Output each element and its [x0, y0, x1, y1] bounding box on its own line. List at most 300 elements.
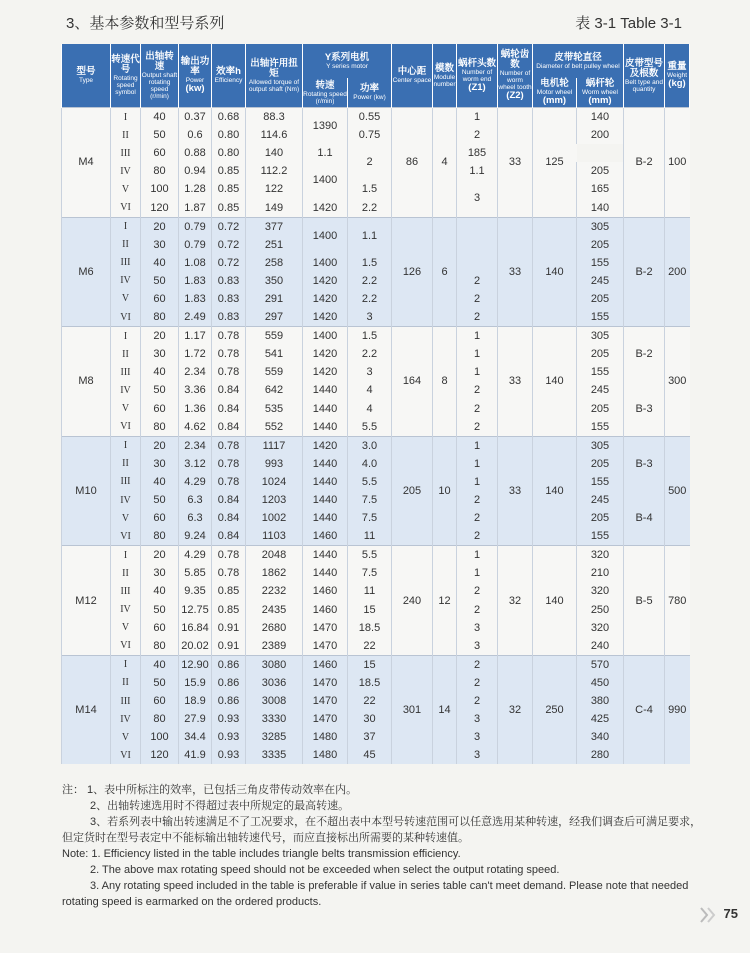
table-row — [62, 728, 690, 746]
table-row — [62, 527, 690, 546]
cell-motor-speed: 1440 — [303, 400, 348, 418]
cell-output-power: 2.34 — [179, 436, 212, 455]
cell-output-speed: 30 — [141, 345, 179, 363]
cell-motor-speed: 1460 — [303, 601, 348, 619]
table-row — [62, 655, 690, 674]
cell-motor-power: 37 — [348, 728, 392, 746]
cell-motor-wheel: 125 — [533, 108, 577, 218]
cell-motor-power: 4 — [348, 381, 392, 399]
cell-worm-ends: 1 — [457, 108, 498, 127]
cell-motor-power: 1.1 — [348, 217, 392, 254]
cell-motor-power: 45 — [348, 746, 392, 764]
cell-output-speed: 60 — [141, 144, 179, 162]
cell-worm-wheel: 280 — [577, 746, 624, 764]
cell-torque: 377 — [246, 217, 303, 236]
cell-speed-code: IV — [111, 601, 141, 619]
header-motor-power: 功率 Power (kw) — [348, 78, 392, 108]
cell-belt: C-4 — [624, 655, 665, 764]
cell-motor-speed: 1420 — [303, 345, 348, 363]
cell-output-speed: 40 — [141, 582, 179, 600]
cell-worm-wheel: 305 — [577, 436, 624, 455]
header-module: 模数 Module number — [433, 44, 457, 108]
cell-speed-code: III — [111, 582, 141, 600]
cell-efficiency: 0.80 — [212, 144, 246, 162]
cell-output-power: 2.34 — [179, 363, 212, 381]
cell-motor-power: 2.2 — [348, 272, 392, 290]
cell-speed-code: III — [111, 473, 141, 491]
cell-efficiency: 0.86 — [212, 692, 246, 710]
cell-torque: 112.2 — [246, 162, 303, 180]
cell-motor-power: 2.2 — [348, 290, 392, 308]
cell-worm-ends: 2 — [457, 381, 498, 399]
cell-motor-power: 15 — [348, 601, 392, 619]
cell-belt: B-2 — [624, 327, 665, 382]
cell-speed-code: I — [111, 546, 141, 565]
cell-speed-code: I — [111, 655, 141, 674]
cell-speed-code: VI — [111, 308, 141, 327]
cell-output-power: 1.08 — [179, 254, 212, 272]
cell-efficiency: 0.84 — [212, 491, 246, 509]
table-row — [62, 345, 690, 363]
cell-output-speed: 20 — [141, 436, 179, 455]
cell-efficiency: 0.83 — [212, 272, 246, 290]
parameter-table — [61, 44, 690, 764]
cell-worm-wheel: 570 — [577, 655, 624, 674]
notes — [62, 782, 702, 910]
cell-center: 240 — [392, 546, 433, 656]
cell-output-speed: 80 — [141, 162, 179, 180]
cell-output-power: 20.02 — [179, 637, 212, 656]
cell-worm-wheel: 205 — [577, 400, 624, 418]
cell-motor-speed: 1460 — [303, 527, 348, 546]
cell-output-speed: 40 — [141, 108, 179, 127]
cell-output-power: 1.83 — [179, 290, 212, 308]
table-row — [62, 674, 690, 692]
cell-output-power: 12.75 — [179, 601, 212, 619]
cell-output-speed: 40 — [141, 363, 179, 381]
cell-efficiency: 0.83 — [212, 308, 246, 327]
cell-motor-speed: 1470 — [303, 692, 348, 710]
cell-motor-speed: 1400 — [303, 217, 348, 254]
cell-speed-code: VI — [111, 637, 141, 656]
table-row — [62, 180, 690, 198]
cell-speed-code: III — [111, 692, 141, 710]
cell-efficiency: 0.83 — [212, 290, 246, 308]
cell-motor-speed: 1460 — [303, 655, 348, 674]
cell-output-speed: 30 — [141, 455, 179, 473]
cell-motor-speed: 1470 — [303, 710, 348, 728]
table-row — [62, 710, 690, 728]
cell-type: M8 — [62, 327, 111, 437]
table-row — [62, 619, 690, 637]
cell-type: M14 — [62, 655, 111, 764]
table-row — [62, 363, 690, 381]
cell-worm-ends — [457, 217, 498, 272]
cell-wheel-teeth: 33 — [498, 436, 533, 546]
cell-weight: 500 — [665, 436, 690, 546]
table-row — [62, 217, 690, 236]
table-title: 表 3-1 Table 3-1 — [575, 15, 682, 32]
cell-weight: 100 — [665, 108, 690, 218]
cell-worm-wheel: 165 — [577, 180, 624, 198]
cell-output-power: 0.37 — [179, 108, 212, 127]
cell-belt: B-2 — [624, 108, 665, 218]
cell-speed-code: II — [111, 345, 141, 363]
cell-output-power: 18.9 — [179, 692, 212, 710]
cell-worm-ends: 2 — [457, 272, 498, 290]
cell-torque: 3036 — [246, 674, 303, 692]
cell-motor-power: 22 — [348, 637, 392, 656]
cell-motor-power: 0.55 — [348, 108, 392, 127]
cell-efficiency: 0.72 — [212, 236, 246, 254]
cell-output-power: 16.84 — [179, 619, 212, 637]
cell-efficiency: 0.93 — [212, 728, 246, 746]
cell-speed-code: I — [111, 108, 141, 127]
cell-worm-wheel: 240 — [577, 637, 624, 656]
cell-output-power: 15.9 — [179, 674, 212, 692]
cell-output-power: 1.72 — [179, 345, 212, 363]
cell-output-power: 0.88 — [179, 144, 212, 162]
cell-speed-code: IV — [111, 381, 141, 399]
cell-motor-power: 1.5 — [348, 254, 392, 272]
cell-speed-code: II — [111, 126, 141, 144]
cell-type: M12 — [62, 546, 111, 656]
cell-efficiency: 0.78 — [212, 345, 246, 363]
cell-torque: 2389 — [246, 637, 303, 656]
cell-output-speed: 50 — [141, 381, 179, 399]
cell-output-power: 3.36 — [179, 381, 212, 399]
cell-motor-power: 18.5 — [348, 674, 392, 692]
cell-torque: 1203 — [246, 491, 303, 509]
cell-speed-code: I — [111, 217, 141, 236]
cell-efficiency: 0.68 — [212, 108, 246, 127]
cell-output-power: 1.36 — [179, 400, 212, 418]
cell-center: 205 — [392, 436, 433, 546]
cell-worm-wheel: 185 — [457, 144, 498, 162]
cell-wheel-teeth: 33 — [498, 327, 533, 437]
cell-torque: 535 — [246, 400, 303, 418]
cell-speed-code: III — [111, 363, 141, 381]
cell-torque: 297 — [246, 308, 303, 327]
cell-worm-wheel: 450 — [577, 674, 624, 692]
cell-motor-speed: 1480 — [303, 746, 348, 764]
cell-torque: 642 — [246, 381, 303, 399]
header-pulley: 皮带轮直径 Diameter of belt pulley wheel — [533, 44, 624, 78]
cell-weight: 200 — [665, 217, 690, 327]
cell-worm-wheel: 425 — [577, 710, 624, 728]
cell-output-speed: 50 — [141, 491, 179, 509]
cell-worm-wheel: 245 — [577, 272, 624, 290]
cell-speed-code: I — [111, 436, 141, 455]
cell-worm-ends: 2 — [457, 674, 498, 692]
cell-output-power: 0.94 — [179, 162, 212, 180]
table-row — [62, 381, 690, 399]
cell-motor-power: 15 — [348, 655, 392, 674]
cell-motor-speed: 1420 — [303, 308, 348, 327]
header-worm: 蜗杆头数 Number of worm end (Z1) — [457, 44, 498, 108]
table-row — [62, 327, 690, 346]
cell-belt: B-3 — [624, 381, 665, 436]
table-row — [62, 546, 690, 565]
cell-worm-wheel: 205 — [577, 162, 624, 180]
cell-output-speed: 80 — [141, 527, 179, 546]
cell-motor-speed: 1440 — [303, 509, 348, 527]
header-efficiency: 效率h Efficiency — [212, 44, 246, 108]
cell-speed-code: IV — [111, 710, 141, 728]
group-m6 — [62, 217, 690, 327]
cell-motor-power: 3 — [348, 363, 392, 381]
cell-torque: 149 — [246, 198, 303, 217]
cell-worm-ends: 1 — [457, 327, 498, 346]
cell-motor-speed: 1390 — [303, 108, 348, 145]
cell-output-power: 12.90 — [179, 655, 212, 674]
cell-motor-power: 4 — [348, 400, 392, 418]
cell-output-power: 34.4 — [179, 728, 212, 746]
header-motor-speed: 转速 Rotating speed (r/min) — [303, 78, 348, 108]
cell-efficiency: 0.91 — [212, 619, 246, 637]
cell-type: M4 — [62, 108, 111, 218]
cell-efficiency: 0.85 — [212, 180, 246, 198]
cell-speed-code: V — [111, 290, 141, 308]
cell-speed-code: VI — [111, 198, 141, 217]
cell-output-speed: 30 — [141, 236, 179, 254]
cell-efficiency: 0.78 — [212, 546, 246, 565]
page-number: 75 — [723, 906, 738, 921]
cell-torque: 291 — [246, 290, 303, 308]
note-cn-2: 2、出轴转速选用时不得超过表中所规定的最高转速。 — [90, 800, 350, 812]
cell-motor-power: 7.5 — [348, 564, 392, 582]
cell-output-power: 4.62 — [179, 418, 212, 437]
table-row — [62, 126, 690, 144]
cell-efficiency: 0.78 — [212, 564, 246, 582]
cell-worm-ends: 3 — [457, 728, 498, 746]
cell-speed-code: IV — [111, 162, 141, 180]
cell-torque: 122 — [246, 180, 303, 198]
cell-efficiency: 0.78 — [212, 363, 246, 381]
cell-output-power: 0.79 — [179, 236, 212, 254]
cell-worm-wheel: 155 — [577, 308, 624, 327]
cell-motor-power: 7.5 — [348, 509, 392, 527]
cell-speed-code: VI — [111, 746, 141, 764]
cell-module: 14 — [433, 655, 457, 764]
group-m12 — [62, 546, 690, 656]
cell-worm-ends: 1 — [457, 436, 498, 455]
cell-worm-wheel: 205 — [577, 509, 624, 527]
cell-efficiency: 0.84 — [212, 400, 246, 418]
cell-motor-wheel: 140 — [533, 546, 577, 656]
cell-motor-wheel: 140 — [533, 436, 577, 546]
cell-torque: 3335 — [246, 746, 303, 764]
cell-output-speed: 60 — [141, 619, 179, 637]
cell-output-power: 41.9 — [179, 746, 212, 764]
cell-motor-power: 5.5 — [348, 473, 392, 491]
cell-motor-power: 5.5 — [348, 546, 392, 565]
cell-worm-wheel: 245 — [577, 491, 624, 509]
cell-output-speed: 40 — [141, 473, 179, 491]
cell-center: 126 — [392, 217, 433, 327]
group-m8 — [62, 327, 690, 437]
cell-motor-speed: 1420 — [303, 198, 348, 217]
table-row — [62, 746, 690, 764]
cell-motor-speed: 1400 — [303, 254, 348, 272]
cell-worm-ends: 2 — [457, 491, 498, 509]
cell-output-speed: 80 — [141, 308, 179, 327]
cell-output-speed: 60 — [141, 400, 179, 418]
cell-center: 164 — [392, 327, 433, 437]
cell-efficiency: 0.85 — [212, 582, 246, 600]
cell-torque: 3080 — [246, 655, 303, 674]
header-output-power: 输出功率 Power (kw) — [179, 44, 212, 108]
cell-worm-wheel: 320 — [577, 619, 624, 637]
group-m4 — [62, 108, 690, 218]
cell-speed-code: V — [111, 728, 141, 746]
cell-worm-wheel: 245 — [577, 381, 624, 399]
cell-output-speed: 60 — [141, 692, 179, 710]
cell-worm-wheel: 155 — [577, 527, 624, 546]
cell-torque: 114.6 — [246, 126, 303, 144]
cell-torque: 559 — [246, 327, 303, 346]
note-cn-3: 3、若系列表中输出转速满足不了工况要求，在不超出表中本型号转速范围可以任意选用某种转速，经我们调查后可满足要求，但定货时在型号表定中不能标输出轴转速代号，而应直接标出所需要的某种转速值。 — [62, 816, 702, 844]
cell-output-power: 3.12 — [179, 455, 212, 473]
cell-torque: 993 — [246, 455, 303, 473]
cell-speed-code: I — [111, 327, 141, 346]
cell-worm-ends: 2 — [457, 290, 498, 308]
group-m10 — [62, 436, 690, 546]
cell-weight: 300 — [665, 327, 690, 437]
cell-efficiency: 0.78 — [212, 436, 246, 455]
header-wheel: 蜗轮齿数 Number of worm wheel tooth (Z2) — [498, 44, 533, 108]
table-row — [62, 400, 690, 418]
cell-motor-power: 11 — [348, 582, 392, 600]
cell-worm-wheel: 305 — [577, 217, 624, 236]
cell-worm-wheel: 140 — [577, 198, 624, 217]
cell-output-speed: 100 — [141, 180, 179, 198]
note-en-2: 2. The above max rotating speed should not be exceeded when select the output rotating speed. — [90, 864, 560, 876]
table-row — [62, 436, 690, 455]
cell-torque: 1002 — [246, 509, 303, 527]
table-row — [62, 198, 690, 217]
cell-output-power: 1.28 — [179, 180, 212, 198]
cell-torque: 88.3 — [246, 108, 303, 127]
cell-efficiency: 0.85 — [212, 198, 246, 217]
cell-output-speed: 100 — [141, 728, 179, 746]
cell-worm-wheel: 140 — [577, 108, 624, 127]
cell-worm-wheel: 320 — [577, 582, 624, 600]
header-motor: Y系列电机 Y series motor — [303, 44, 392, 78]
cell-output-speed: 50 — [141, 126, 179, 144]
cell-worm-ends: 1 — [457, 546, 498, 565]
cell-motor-power: 3.0 — [348, 436, 392, 455]
cell-worm-ends: 1 — [457, 564, 498, 582]
cell-motor-speed: 1470 — [303, 619, 348, 637]
cell-worm-ends: 1 — [457, 473, 498, 491]
cell-motor-power: 7.5 — [348, 491, 392, 509]
cell-worm-ends: 3 — [457, 746, 498, 764]
cell-worm-ends: 3 — [457, 619, 498, 637]
cell-wheel-teeth: 32 — [498, 546, 533, 656]
table-row — [62, 692, 690, 710]
cell-efficiency: 0.91 — [212, 637, 246, 656]
table-row — [62, 601, 690, 619]
cell-center: 301 — [392, 655, 433, 764]
cell-speed-code: II — [111, 236, 141, 254]
cell-output-power: 5.85 — [179, 564, 212, 582]
cell-torque: 258 — [246, 254, 303, 272]
cell-output-power: 1.87 — [179, 198, 212, 217]
cell-motor-speed: 1440 — [303, 473, 348, 491]
cell-worm-ends: 2 — [457, 418, 498, 437]
header-center: 中心距 Center space — [392, 44, 433, 108]
cell-motor-speed: 1420 — [303, 363, 348, 381]
cell-motor-power: 5.5 — [348, 418, 392, 437]
cell-output-power: 9.24 — [179, 527, 212, 546]
cell-worm-ends: 3 — [457, 180, 498, 217]
note-cn-1: 注： 1、表中所标注的效率，已包括三角皮带传动效率在内。 — [62, 784, 358, 796]
cell-output-speed: 80 — [141, 418, 179, 437]
cell-torque: 2435 — [246, 601, 303, 619]
table-row — [62, 254, 690, 272]
header-torque: 出轴许用扭矩 Allowed torque of output shaft (Nm) — [246, 44, 303, 108]
table-row — [62, 418, 690, 437]
cell-worm-wheel: 155 — [577, 473, 624, 491]
table-row — [62, 455, 690, 473]
cell-speed-code: VI — [111, 527, 141, 546]
cell-worm-ends: 2 — [457, 601, 498, 619]
cell-speed-code: IV — [111, 272, 141, 290]
cell-torque: 1103 — [246, 527, 303, 546]
cell-worm-ends: 2 — [457, 308, 498, 327]
cell-speed-code: V — [111, 619, 141, 637]
cell-speed-code: VI — [111, 418, 141, 437]
cell-efficiency: 0.84 — [212, 527, 246, 546]
cell-output-speed: 30 — [141, 564, 179, 582]
cell-wheel-teeth: 32 — [498, 655, 533, 764]
chevron-double-icon — [700, 907, 720, 923]
cell-efficiency: 0.85 — [212, 162, 246, 180]
cell-output-speed: 60 — [141, 290, 179, 308]
cell-worm-ends: 3 — [457, 637, 498, 656]
cell-motor-speed: 1440 — [303, 546, 348, 565]
cell-belt: B-3 — [624, 436, 665, 491]
cell-output-speed: 50 — [141, 272, 179, 290]
cell-torque: 2232 — [246, 582, 303, 600]
table-row — [62, 308, 690, 327]
cell-motor-power: 2.2 — [348, 198, 392, 217]
cell-worm-wheel: 205 — [577, 236, 624, 254]
cell-output-power: 6.3 — [179, 491, 212, 509]
cell-torque: 552 — [246, 418, 303, 437]
cell-motor-speed: 1470 — [303, 637, 348, 656]
cell-speed-code: IV — [111, 491, 141, 509]
cell-efficiency: 0.72 — [212, 254, 246, 272]
cell-motor-speed: 1440 — [303, 381, 348, 399]
cell-motor-speed: 1420 — [303, 290, 348, 308]
cell-belt: B-5 — [624, 546, 665, 656]
table-row — [62, 290, 690, 308]
header-output-speed: 出轴转速 Output shaft rotating speed (r/min) — [141, 44, 179, 108]
cell-output-speed: 80 — [141, 710, 179, 728]
header-weight: 重量 Weight (kg) — [665, 44, 690, 108]
cell-worm-wheel: 155 — [577, 418, 624, 437]
cell-motor-wheel: 140 — [533, 327, 577, 437]
cell-motor-wheel: 250 — [533, 655, 577, 764]
cell-output-power: 9.35 — [179, 582, 212, 600]
cell-motor-power: 3 — [348, 308, 392, 327]
cell-motor-speed: 1420 — [303, 436, 348, 455]
cell-worm-wheel: 205 — [577, 290, 624, 308]
cell-speed-code: II — [111, 674, 141, 692]
cell-torque: 3008 — [246, 692, 303, 710]
